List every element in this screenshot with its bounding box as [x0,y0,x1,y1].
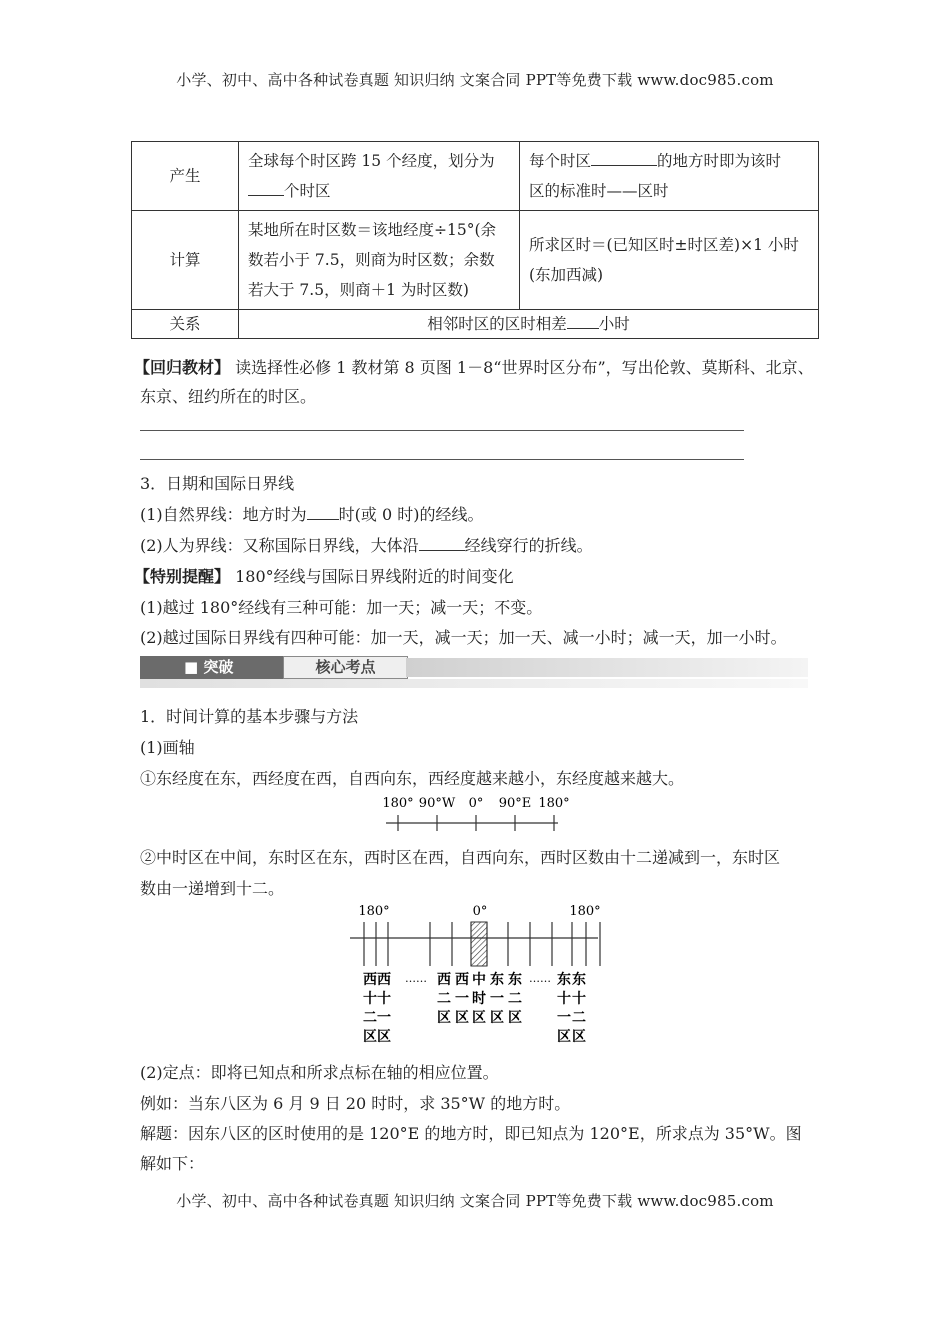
table-cell-origin-def [520,142,819,211]
zone-label-char: 二 [363,1010,377,1026]
cell-text: 的地方时即为该时 [657,152,782,170]
page-footer: 小学、初中、高中各种试卷真题 知识归纳 文案合同 PPT等免费下载 www.doc985.com [176,1192,774,1210]
cell-text: 区的标准时——区时 [529,182,669,200]
zone-label-char: 二 [508,991,522,1007]
banner-fade [406,658,808,677]
zone-label-char: 区 [472,1010,486,1026]
zone-label-char: 十 [572,991,586,1007]
tip-title: 180°经线与国际日界线附近的时间变化 [235,567,514,586]
zone-label-char: 西 [363,972,377,988]
step-draw: (1)画轴 [140,738,195,757]
banner-breakthrough [140,656,283,679]
zone-label-char: 区 [490,1010,504,1026]
zone-label-char: 一 [377,1010,391,1026]
zone-label-char: 一 [455,991,469,1007]
table-label-origin: 产生 [132,142,239,211]
natural-boundary [140,499,484,530]
artificial-boundary [140,530,593,561]
zone-label-char: 十 [377,991,391,1007]
tip-line: (1)越过 180°经线有三种可能：加一天；减一天；不变。 [140,598,543,617]
zone-label-char: 十 [557,991,571,1007]
text: (1)自然界线：地方时为 [140,505,307,524]
blank-hours[interactable] [567,314,599,329]
table-label-relation: 关系 [132,310,239,339]
cell-text: 全球每个时区跨 15 个经度，划分为 [248,152,495,170]
banner-text: ■ 突破 [184,658,234,676]
zone-label-char: 中 [472,972,486,988]
time-zone-axis [346,898,606,1046]
zone-rule: ②中时区在中间，东时区在东，西时区在西，自西向东，西时区数由十二递减到一，东时区 [140,848,781,867]
zone-rule-cont: 数由一递增到十二。 [140,879,285,898]
zone-label-char: 二 [572,1010,586,1026]
blank-zone-count[interactable] [248,181,284,196]
zone-label-char: 东 [572,972,586,988]
solution-cont: 解如下： [140,1154,205,1173]
zone-label-char: 区 [455,1010,469,1026]
zone-label-char: 时 [472,991,486,1007]
cell-text: 个时区 [284,182,331,200]
cell-text: 每个时区 [529,152,592,170]
central-zone-hatch [471,922,487,966]
axis-label: 180° [569,904,601,919]
answer-line[interactable] [140,459,744,460]
axis-label: 180° [538,796,570,811]
axis-label: 90°E [498,796,532,811]
cell-text: 小时 [598,315,630,333]
zone-label-char: 西 [455,972,469,988]
axis-label: 0° [472,904,488,919]
table-cell-calc-time: 所求区时＝(已知区时±时区差)×1 小时(东加西减) [520,211,819,310]
longitude-axis [380,793,580,835]
text: 经线穿行的折线。 [464,536,593,555]
tip-line: (2)越过国际日界线有四种可能：加一天，减一天；加一天、减一小时；减一天，加一小时。 [140,628,787,647]
zone-label-char: 西 [377,972,391,988]
axis-label: 180° [382,796,414,811]
zone-label-char: 区 [377,1029,391,1045]
cell-text: 相邻时区的区时相差 [427,315,567,333]
section-title: 1．时间计算的基本步骤与方法 [140,707,359,726]
zone-label-char: 二 [437,991,451,1007]
section-title: 3．日期和国际日界线 [140,474,295,493]
section-banner [140,656,808,688]
answer-line[interactable] [140,430,744,431]
table-row [132,310,819,339]
zone-label-char: 区 [508,1010,522,1026]
axis-label: 180° [358,904,390,919]
zone-label-char: 区 [437,1010,451,1026]
zone-label-char: 区 [557,1029,571,1045]
special-tip [134,561,514,592]
axis-label: 90°W [418,796,456,811]
return-textbook [134,352,814,383]
zone-label-char: 西 [437,972,451,988]
return-text: 读选择性必修 1 教材第 8 页图 1－8“世界时区分布”，写出伦敦、莫斯科、北京、 [235,358,814,377]
table-cell-origin-desc [239,142,520,211]
ellipsis: …… [529,972,551,985]
ellipsis: …… [405,972,427,985]
tip-tag: 【特别提醒】 [134,567,231,586]
banner-core: 核心考点 [283,656,408,679]
axis-label: 0° [468,796,484,811]
table-cell-calc-zone: 某地所在时区数＝该地经度÷15°(余数若小于 7.5，则商为时区数；余数若大于 7.5，则商＋1 为时区数) [239,211,520,310]
blank-hour[interactable] [307,505,339,520]
table-row [132,211,819,310]
step-fix: (2)定点：即将已知点和所求点标在轴的相应位置。 [140,1063,499,1082]
table-cell-relation [239,310,819,339]
zone-label-char: 一 [557,1010,571,1026]
text: (2)人为界线：又称国际日界线，大体沿 [140,536,419,555]
zone-label-char: 东 [508,972,522,988]
table-row [132,142,819,211]
time-zone-table [131,141,819,339]
zone-label-char: 区 [572,1029,586,1045]
blank-meridian[interactable] [419,536,465,551]
zone-label-char: 东 [557,972,571,988]
zone-label-char: 十 [363,991,377,1007]
page-header: 小学、初中、高中各种试卷真题 知识归纳 文案合同 PPT等免费下载 www.doc985.com [176,71,774,89]
text: 时(或 0 时)的经线。 [338,505,484,524]
blank-meridian[interactable] [591,151,657,166]
zone-label-char: 区 [363,1029,377,1045]
return-text-cont: 东京、纽约所在的时区。 [140,387,317,406]
zone-label-char: 一 [490,991,504,1007]
banner-underlay [140,679,808,688]
example: 例如：当东八区为 6 月 9 日 20 时时，求 35°W 的地方时。 [140,1094,571,1113]
zone-label-char: 东 [490,972,504,988]
solution: 解题：因东八区的区时使用的是 120°E 的地方时，即已知点为 120°E，所求点为 35°W。图 [140,1124,802,1143]
return-tag: 【回归教材】 [134,358,231,377]
longitude-rule: ①东经度在东，西经度在西，自西向东，西经度越来越小，东经度越来越大。 [140,769,685,788]
table-label-calc: 计算 [132,211,239,310]
